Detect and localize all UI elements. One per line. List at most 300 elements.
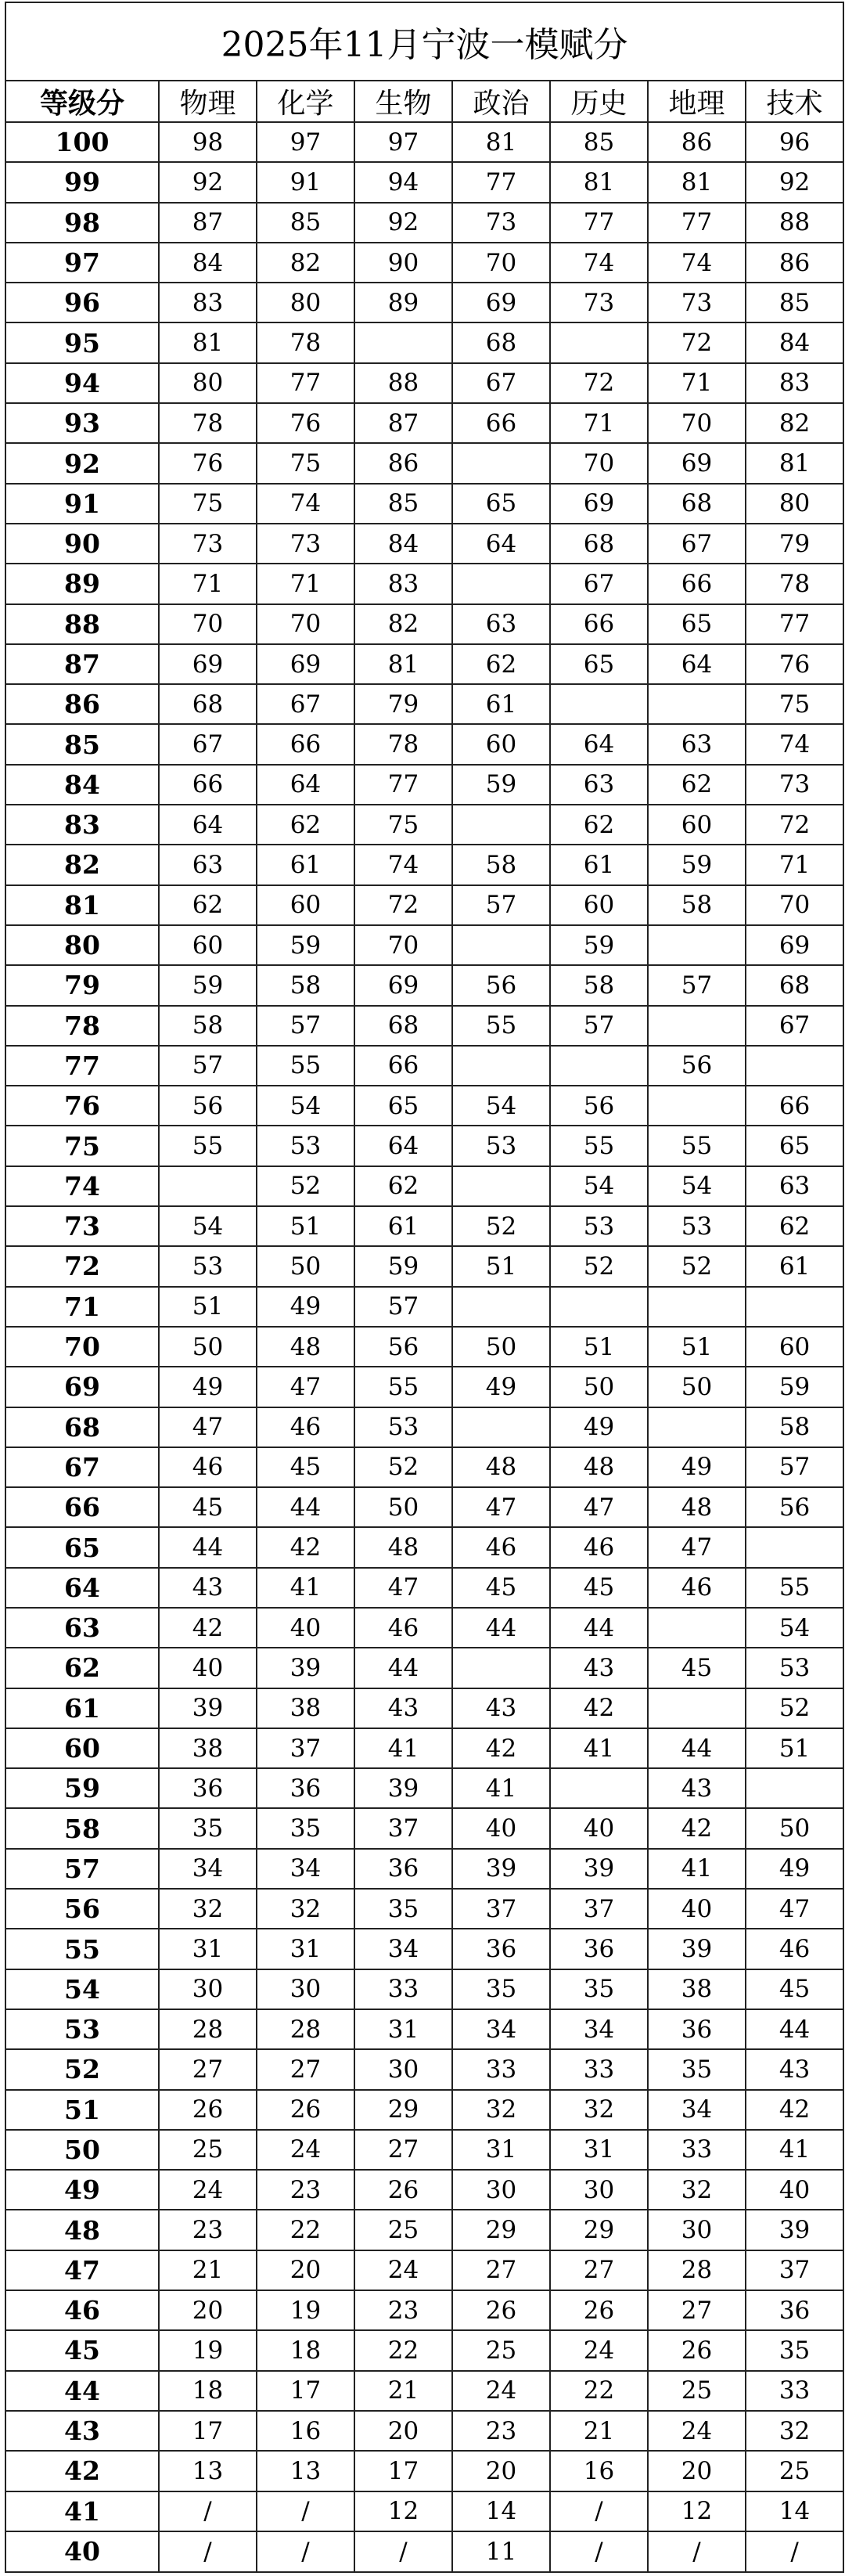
score-cell-chemistry: 59 [257, 925, 354, 965]
score-cell-chemistry: 52 [257, 1166, 354, 1206]
score-cell-politics: 48 [452, 1447, 550, 1487]
score-cell-biology: 12 [354, 2491, 452, 2531]
score-cell-physics: 75 [159, 484, 257, 524]
grade-cell: 42 [5, 2451, 159, 2491]
score-cell-geography: 54 [648, 1166, 746, 1206]
score-cell-technology: 47 [746, 1889, 843, 1929]
grade-cell: 98 [5, 203, 159, 243]
table-row [5, 203, 843, 243]
score-cell-physics: 32 [159, 1889, 257, 1929]
grade-cell: 48 [5, 2210, 159, 2250]
score-cell-technology: 42 [746, 2090, 843, 2130]
score-cell-chemistry: 41 [257, 1568, 354, 1608]
score-cell-technology: 75 [746, 684, 843, 724]
header-history: 历史 [550, 81, 648, 122]
score-cell-history: 39 [550, 1849, 648, 1889]
score-cell-politics: 69 [452, 283, 550, 322]
score-cell-geography: 63 [648, 724, 746, 764]
score-cell-biology: 55 [354, 1367, 452, 1407]
score-cell-geography [648, 1287, 746, 1327]
grade-cell: 55 [5, 1929, 159, 1969]
score-cell-politics: 46 [452, 1527, 550, 1567]
score-cell-technology: 65 [746, 1126, 843, 1166]
grade-cell: 61 [5, 1688, 159, 1728]
score-cell-chemistry: 85 [257, 203, 354, 243]
score-cell-history: 63 [550, 765, 648, 805]
score-cell-biology: 85 [354, 484, 452, 524]
score-cell-chemistry: 60 [257, 885, 354, 925]
score-cell-physics: 80 [159, 363, 257, 403]
score-cell-technology: 92 [746, 162, 843, 202]
score-cell-politics: 32 [452, 2090, 550, 2130]
score-cell-technology: 46 [746, 1929, 843, 1969]
score-cell-geography: 56 [648, 1046, 746, 1086]
score-cell-history: 50 [550, 1367, 648, 1407]
score-cell-politics: 34 [452, 2009, 550, 2049]
score-cell-biology: 41 [354, 1728, 452, 1768]
score-cell-politics: 37 [452, 1889, 550, 1929]
header-grade: 等级分 [5, 81, 159, 122]
score-cell-physics: 28 [159, 2009, 257, 2049]
score-cell-history: 68 [550, 524, 648, 564]
table-row [5, 484, 843, 524]
score-cell-technology: 74 [746, 724, 843, 764]
score-cell-geography [648, 1407, 746, 1447]
table-row [5, 1768, 843, 1808]
score-cell-politics: 41 [452, 1768, 550, 1808]
score-cell-politics: 49 [452, 1367, 550, 1407]
score-cell-physics: 58 [159, 1006, 257, 1046]
table-row [5, 805, 843, 845]
table-row [5, 2210, 843, 2250]
grade-cell: 95 [5, 322, 159, 362]
score-cell-technology: 88 [746, 203, 843, 243]
table-row [5, 1447, 843, 1487]
score-cell-politics: 25 [452, 2330, 550, 2370]
table-row [5, 363, 843, 403]
grade-cell: 92 [5, 443, 159, 483]
score-cell-politics [452, 805, 550, 845]
score-cell-chemistry: 18 [257, 2330, 354, 2370]
score-cell-biology: 35 [354, 1889, 452, 1929]
score-cell-geography: 73 [648, 283, 746, 322]
score-cell-geography [648, 1608, 746, 1648]
score-cell-geography: 34 [648, 2090, 746, 2130]
grade-cell: 88 [5, 604, 159, 644]
score-cell-technology: 76 [746, 644, 843, 684]
score-cell-geography: 67 [648, 524, 746, 564]
score-cell-geography: 70 [648, 403, 746, 443]
score-cell-geography: 24 [648, 2411, 746, 2451]
table-row [5, 283, 843, 322]
score-cell-biology: 62 [354, 1166, 452, 1206]
table-row [5, 1046, 843, 1086]
grade-cell: 45 [5, 2330, 159, 2370]
score-cell-technology [746, 1287, 843, 1327]
score-cell-history: 37 [550, 1889, 648, 1929]
grade-cell: 87 [5, 644, 159, 684]
score-cell-physics: 87 [159, 203, 257, 243]
score-cell-physics: 49 [159, 1367, 257, 1407]
score-cell-politics: 57 [452, 885, 550, 925]
header-technology: 技术 [746, 81, 843, 122]
grade-cell: 71 [5, 1287, 159, 1327]
score-cell-chemistry: 45 [257, 1447, 354, 1487]
score-cell-physics: 59 [159, 965, 257, 1005]
score-cell-biology: 88 [354, 363, 452, 403]
score-cell-chemistry: 57 [257, 1006, 354, 1046]
score-cell-biology: 25 [354, 2210, 452, 2250]
table-row [5, 122, 843, 162]
grade-cell: 86 [5, 684, 159, 724]
score-cell-biology: 22 [354, 2330, 452, 2370]
score-cell-physics: 53 [159, 1246, 257, 1286]
score-cell-biology: 46 [354, 1608, 452, 1648]
score-cell-chemistry: / [257, 2491, 354, 2531]
grade-cell: 94 [5, 363, 159, 403]
table-row [5, 1728, 843, 1768]
score-cell-politics [452, 1287, 550, 1327]
grade-cell: 49 [5, 2170, 159, 2210]
grade-cell: 70 [5, 1327, 159, 1367]
score-cell-technology: 80 [746, 484, 843, 524]
score-cell-history: 26 [550, 2290, 648, 2330]
score-cell-geography: 60 [648, 805, 746, 845]
score-cell-technology: 49 [746, 1849, 843, 1889]
score-cell-history: / [550, 2531, 648, 2572]
grade-cell: 84 [5, 765, 159, 805]
table-row [5, 1086, 843, 1126]
score-cell-biology: 69 [354, 965, 452, 1005]
score-cell-geography: 42 [648, 1808, 746, 1848]
score-cell-history: 35 [550, 1969, 648, 2009]
score-cell-physics: 73 [159, 524, 257, 564]
score-cell-chemistry: 30 [257, 1969, 354, 2009]
score-cell-physics: 57 [159, 1046, 257, 1086]
table-row [5, 644, 843, 684]
score-cell-chemistry: 27 [257, 2049, 354, 2089]
score-cell-technology: 33 [746, 2371, 843, 2411]
score-cell-technology: 81 [746, 443, 843, 483]
score-cell-politics: 50 [452, 1327, 550, 1367]
header-chemistry: 化学 [257, 81, 354, 122]
score-cell-geography: 62 [648, 765, 746, 805]
grade-cell: 47 [5, 2250, 159, 2290]
score-cell-politics: 39 [452, 1849, 550, 1889]
score-cell-biology: 68 [354, 1006, 452, 1046]
score-cell-biology: 20 [354, 2411, 452, 2451]
score-cell-physics: 19 [159, 2330, 257, 2370]
grade-cell: 60 [5, 1728, 159, 1768]
score-cell-politics: 20 [452, 2451, 550, 2491]
grade-cell: 63 [5, 1608, 159, 1648]
score-cell-technology: 62 [746, 1206, 843, 1246]
score-cell-politics: 35 [452, 1969, 550, 2009]
score-cell-geography [648, 1086, 746, 1126]
score-cell-biology: 97 [354, 122, 452, 162]
score-cell-chemistry: 26 [257, 2090, 354, 2130]
score-cell-politics: 66 [452, 403, 550, 443]
score-cell-politics: 23 [452, 2411, 550, 2451]
grade-cell: 66 [5, 1487, 159, 1527]
score-cell-history: 60 [550, 885, 648, 925]
score-cell-politics [452, 443, 550, 483]
table-row [5, 1688, 843, 1728]
score-cell-politics [452, 1648, 550, 1688]
table-row [5, 564, 843, 603]
score-cell-biology: 27 [354, 2130, 452, 2170]
score-cell-geography: 74 [648, 243, 746, 283]
score-cell-chemistry: 39 [257, 1648, 354, 1688]
score-cell-chemistry: 37 [257, 1728, 354, 1768]
grade-cell: 57 [5, 1849, 159, 1889]
score-cell-geography: 55 [648, 1126, 746, 1166]
score-cell-history: 70 [550, 443, 648, 483]
score-cell-technology: 43 [746, 2049, 843, 2089]
score-cell-technology: 71 [746, 845, 843, 884]
score-cell-geography: 81 [648, 162, 746, 202]
score-cell-history: / [550, 2491, 648, 2531]
score-cell-biology: 24 [354, 2250, 452, 2290]
score-cell-biology: 66 [354, 1046, 452, 1086]
table-row [5, 1367, 843, 1407]
score-cell-physics: 78 [159, 403, 257, 443]
table-row [5, 524, 843, 564]
score-cell-physics: 40 [159, 1648, 257, 1688]
table-row [5, 2170, 843, 2210]
score-cell-chemistry: 20 [257, 2250, 354, 2290]
score-cell-history: 41 [550, 1728, 648, 1768]
score-cell-chemistry: 55 [257, 1046, 354, 1086]
score-cell-physics: 27 [159, 2049, 257, 2089]
score-cell-chemistry: 34 [257, 1849, 354, 1889]
score-cell-chemistry: 46 [257, 1407, 354, 1447]
score-cell-chemistry: 48 [257, 1327, 354, 1367]
score-cell-politics: 70 [452, 243, 550, 283]
score-cell-biology: 56 [354, 1327, 452, 1367]
score-cell-physics: 92 [159, 162, 257, 202]
score-cell-physics: / [159, 2531, 257, 2572]
score-cell-chemistry: 16 [257, 2411, 354, 2451]
score-cell-biology: 79 [354, 684, 452, 724]
score-cell-geography: 59 [648, 845, 746, 884]
table-row [5, 1527, 843, 1567]
score-cell-technology: 53 [746, 1648, 843, 1688]
score-cell-physics: 39 [159, 1688, 257, 1728]
score-cell-physics: 76 [159, 443, 257, 483]
score-cell-chemistry: 62 [257, 805, 354, 845]
score-cell-geography: 65 [648, 604, 746, 644]
score-cell-politics: 61 [452, 684, 550, 724]
score-cell-technology: 60 [746, 1327, 843, 1367]
score-cell-politics: 47 [452, 1487, 550, 1527]
score-cell-technology: 57 [746, 1447, 843, 1487]
score-cell-technology: / [746, 2531, 843, 2572]
grade-cell: 51 [5, 2090, 159, 2130]
score-cell-technology: 52 [746, 1688, 843, 1728]
score-cell-history: 33 [550, 2049, 648, 2089]
score-cell-biology: 36 [354, 1849, 452, 1889]
score-cell-physics: 68 [159, 684, 257, 724]
score-cell-technology: 63 [746, 1166, 843, 1206]
score-cell-chemistry: 28 [257, 2009, 354, 2049]
score-cell-history [550, 1768, 648, 1808]
score-cell-chemistry: 49 [257, 1287, 354, 1327]
score-cell-chemistry: 40 [257, 1608, 354, 1648]
score-cell-chemistry: 24 [257, 2130, 354, 2170]
score-cell-history: 56 [550, 1086, 648, 1126]
score-cell-history: 16 [550, 2451, 648, 2491]
score-cell-technology: 39 [746, 2210, 843, 2250]
score-cell-technology: 35 [746, 2330, 843, 2370]
title-row [5, 2, 843, 81]
score-cell-technology: 68 [746, 965, 843, 1005]
score-cell-geography: 39 [648, 1929, 746, 1969]
table-row [5, 1487, 843, 1527]
table-row [5, 1287, 843, 1327]
score-cell-physics [159, 1166, 257, 1206]
score-cell-biology: 65 [354, 1086, 452, 1126]
score-cell-geography: 77 [648, 203, 746, 243]
table-row [5, 1889, 843, 1929]
score-cell-physics: 36 [159, 1768, 257, 1808]
score-cell-chemistry: 91 [257, 162, 354, 202]
table-row [5, 1969, 843, 2009]
score-cell-physics: 60 [159, 925, 257, 965]
score-cell-technology: 96 [746, 122, 843, 162]
grade-cell: 56 [5, 1889, 159, 1929]
score-cell-history: 77 [550, 203, 648, 243]
score-cell-politics: 11 [452, 2531, 550, 2572]
score-cell-chemistry: 23 [257, 2170, 354, 2210]
score-cell-politics: 60 [452, 724, 550, 764]
score-cell-geography: 38 [648, 1969, 746, 2009]
score-cell-geography: 25 [648, 2371, 746, 2411]
score-cell-politics: 40 [452, 1808, 550, 1848]
header-biology: 生物 [354, 81, 452, 122]
score-cell-biology: 72 [354, 885, 452, 925]
score-cell-history: 51 [550, 1327, 648, 1367]
score-cell-history [550, 322, 648, 362]
grade-cell: 62 [5, 1648, 159, 1688]
score-cell-history: 58 [550, 965, 648, 1005]
score-cell-history: 22 [550, 2371, 648, 2411]
score-cell-history: 42 [550, 1688, 648, 1728]
score-cell-geography: 20 [648, 2451, 746, 2491]
score-cell-history: 54 [550, 1166, 648, 1206]
table-row [5, 2250, 843, 2290]
score-cell-chemistry: 31 [257, 1929, 354, 1969]
score-cell-technology: 40 [746, 2170, 843, 2210]
score-cell-history [550, 1287, 648, 1327]
score-cell-physics: 23 [159, 2210, 257, 2250]
score-cell-physics: 71 [159, 564, 257, 603]
score-cell-physics: 20 [159, 2290, 257, 2330]
score-cell-biology: 78 [354, 724, 452, 764]
score-cell-history: 48 [550, 1447, 648, 1487]
score-cell-technology: 56 [746, 1487, 843, 1527]
score-cell-geography: 33 [648, 2130, 746, 2170]
score-cell-politics: 52 [452, 1206, 550, 1246]
score-cell-technology: 51 [746, 1728, 843, 1768]
score-cell-politics: 56 [452, 965, 550, 1005]
score-cell-technology: 45 [746, 1969, 843, 2009]
grade-cell: 53 [5, 2009, 159, 2049]
score-cell-history [550, 1046, 648, 1086]
score-cell-chemistry: 58 [257, 965, 354, 1005]
header-physics: 物理 [159, 81, 257, 122]
score-cell-technology: 50 [746, 1808, 843, 1848]
score-cell-geography [648, 1006, 746, 1046]
score-cell-physics: 64 [159, 805, 257, 845]
score-cell-biology: 53 [354, 1407, 452, 1447]
score-cell-geography: 40 [648, 1889, 746, 1929]
score-cell-technology [746, 1768, 843, 1808]
score-cell-history: 24 [550, 2330, 648, 2370]
grade-cell: 58 [5, 1808, 159, 1848]
score-cell-biology: 77 [354, 765, 452, 805]
table-row [5, 925, 843, 965]
grade-cell: 97 [5, 243, 159, 283]
table-row [5, 403, 843, 443]
grade-cell: 79 [5, 965, 159, 1005]
score-cell-geography [648, 925, 746, 965]
score-cell-politics: 64 [452, 524, 550, 564]
score-cell-geography: 58 [648, 885, 746, 925]
score-cell-politics [452, 1046, 550, 1086]
score-cell-biology: 81 [354, 644, 452, 684]
grade-cell: 89 [5, 564, 159, 603]
score-cell-technology: 25 [746, 2451, 843, 2491]
score-cell-physics: 66 [159, 765, 257, 805]
score-cell-politics: 42 [452, 1728, 550, 1768]
score-cell-geography: 35 [648, 2049, 746, 2089]
score-cell-geography: 44 [648, 1728, 746, 1768]
table-row [5, 2009, 843, 2049]
score-cell-politics [452, 925, 550, 965]
score-cell-chemistry: 75 [257, 443, 354, 483]
score-cell-biology: 90 [354, 243, 452, 283]
score-cell-physics: 83 [159, 283, 257, 322]
score-cell-politics: 55 [452, 1006, 550, 1046]
score-cell-biology: 86 [354, 443, 452, 483]
score-cell-biology: 92 [354, 203, 452, 243]
score-cell-physics: 18 [159, 2371, 257, 2411]
table-row [5, 322, 843, 362]
score-cell-technology: 72 [746, 805, 843, 845]
score-cell-chemistry: / [257, 2531, 354, 2572]
score-cell-biology: 74 [354, 845, 452, 884]
table-row [5, 1126, 843, 1166]
score-cell-geography: 36 [648, 2009, 746, 2049]
score-cell-history: 49 [550, 1407, 648, 1447]
score-cell-technology [746, 1046, 843, 1086]
score-cell-technology: 84 [746, 322, 843, 362]
score-cell-biology: 57 [354, 1287, 452, 1327]
score-cell-chemistry: 54 [257, 1086, 354, 1126]
score-cell-physics: 45 [159, 1487, 257, 1527]
score-cell-history: 31 [550, 2130, 648, 2170]
grade-cell: 65 [5, 1527, 159, 1567]
score-cell-biology: 59 [354, 1246, 452, 1286]
score-cell-physics: 25 [159, 2130, 257, 2170]
grade-cell: 99 [5, 162, 159, 202]
grade-cell: 78 [5, 1006, 159, 1046]
score-cell-geography: 28 [648, 2250, 746, 2290]
score-cell-technology: 78 [746, 564, 843, 603]
table-row [5, 162, 843, 202]
score-cell-biology: 84 [354, 524, 452, 564]
